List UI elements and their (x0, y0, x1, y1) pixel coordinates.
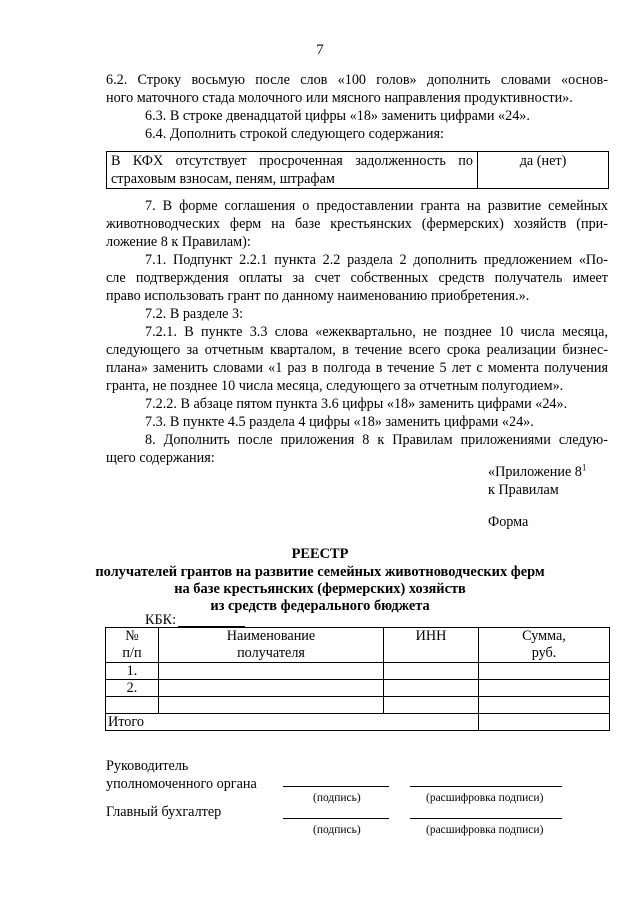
appendix-line1: «Приложение 8 (488, 464, 582, 480)
paragraph-line: плана» заменить словами «1 раз в полгода в течение 5 лет с момента получения (106, 360, 608, 376)
paragraph-line: право использовать грант по данному наименованию приобретения.». (106, 288, 530, 304)
form-label: Форма (488, 514, 529, 530)
row-cell (384, 697, 479, 714)
row-number-cell: 2. (106, 680, 159, 697)
reestr-subtitle: на базе крестьянских (фермерских) хозяйств (174, 581, 466, 597)
added-row-text-line1: В КФХ отсутствует просроченная задолженность по (111, 153, 473, 169)
paragraph-line: ного маточного стада молочного или мясного направления продуктивности». (106, 90, 573, 106)
row-cell (479, 680, 610, 697)
row-cell (159, 697, 384, 714)
register-header-row (106, 628, 610, 663)
row-cell (159, 680, 384, 697)
row-number-cell (106, 697, 159, 714)
accountant-decipher-line (410, 818, 562, 819)
appendix-label (488, 463, 586, 481)
added-row-value-cell: да (нет) (478, 152, 609, 189)
added-row-table (106, 151, 609, 189)
register-table (105, 627, 610, 731)
paragraph-line: 8. Дополнить после приложения 8 к Правилам приложениями следую- (145, 432, 608, 448)
row-cell (159, 663, 384, 680)
paragraph-line: 6.3. В строке двенадцатой цифры «18» заменить цифрами «24». (145, 108, 530, 124)
paragraph-line: следующего за отчетным кварталом, в течение всего срока реализации бизнес- (106, 342, 608, 358)
column-header-sum: Сумма, руб. (479, 628, 610, 663)
head-decipher-line (410, 786, 562, 787)
reestr-subtitle: из средств федерального бюджета (210, 598, 430, 614)
head-label-line2: уполномоченного органа (106, 776, 257, 792)
paragraph-line: гранта, не позднее 10 числа месяца, следующего за отчетным полугодием». (106, 378, 564, 394)
paragraph-line: щего содержания: (106, 450, 215, 466)
paragraph-line: 7. В форме соглашения о предоставлении гранта на развитие семейных (145, 198, 608, 214)
row-cell (384, 680, 479, 697)
appendix-line2: к Правилам (488, 482, 559, 498)
paragraph-line: 7.1. Подпункт 2.2.1 пункта 2.2 раздела 2 дополнить предложением «По- (145, 252, 608, 268)
signature-hint: (подпись) (313, 824, 361, 836)
appendix-superscript: 1 (581, 462, 587, 473)
paragraph-line: ложение 8 к Правилам): (106, 234, 251, 250)
signature-hint: (подпись) (313, 792, 361, 804)
paragraph-line: 7.3. В пункте 4.5 раздела 4 цифры «18» заменить цифрами «24». (145, 414, 534, 430)
row-cell (384, 663, 479, 680)
reestr-subtitle: получателей грантов на развитие семейных животноводческих ферм (95, 564, 545, 580)
paragraph-line: 6.2. Строку восьмую после слов «100 голов» дополнить словами «основ- (106, 72, 608, 88)
column-header-recipient: Наименование получателя (159, 628, 384, 663)
paragraph-line: 7.2.1. В пункте 3.3 слова «ежеквартально, не позднее 10 числа месяца, (145, 324, 608, 340)
head-label-line1: Руководитель (106, 758, 189, 774)
accountant-label: Главный бухгалтер (106, 804, 222, 820)
total-row (106, 714, 610, 731)
added-row-text-line2: страховым взносам, пеням, штрафам (111, 171, 335, 187)
paragraph-line: 7.2.2. В абзаце пятом пункта 3.6 цифры «18» заменить цифрами «24». (145, 396, 568, 412)
row-cell (479, 697, 610, 714)
accountant-signature-line (283, 818, 389, 819)
row-cell (479, 663, 610, 680)
decipher-hint: (расшифровка подписи) (426, 792, 544, 804)
head-signature-line (283, 786, 389, 787)
added-row-text-cell (107, 152, 478, 189)
table-row (106, 680, 610, 697)
paragraph-line: животноводческих ферм на базе крестьянских (фермерских) хозяйств (при- (106, 216, 608, 232)
table-row (106, 663, 610, 680)
row-number-cell: 1. (106, 663, 159, 680)
total-label: Итого (106, 714, 479, 731)
column-header-number: № п/п (106, 628, 159, 663)
decipher-hint: (расшифровка подписи) (426, 824, 544, 836)
paragraph-line: 6.4. Дополнить строкой следующего содержания: (145, 126, 444, 142)
kbk-label: КБК: (145, 612, 177, 628)
reestr-title: РЕЕСТР (291, 546, 349, 562)
paragraph-line: 7.2. В разделе 3: (145, 306, 244, 322)
table-row (106, 697, 610, 714)
total-sum-cell (479, 714, 610, 731)
page-number: 7 (316, 42, 324, 58)
column-header-inn: ИНН (384, 628, 479, 663)
paragraph-line: сле подтверждения оплаты за счет собственных средств получатель имеет (106, 270, 608, 286)
